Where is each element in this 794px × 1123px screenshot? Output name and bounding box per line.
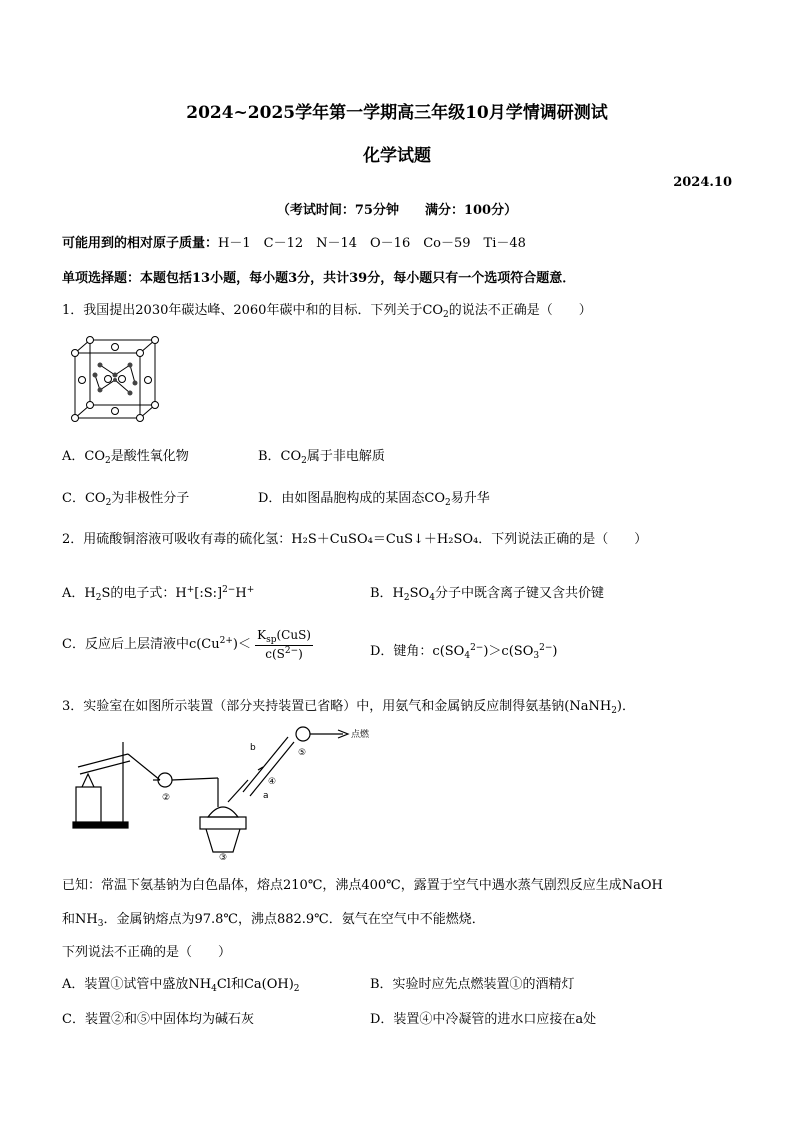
q2-d-text: D．键角：c(SO: [370, 644, 465, 659]
q2-option-d: [370, 640, 557, 661]
q2-stem: 2．用硫酸铜溶液可吸收有毒的硫化氢：H₂S＋CuSO₄＝CuS↓＋H₂SO₄．下列说法正确的是（ ）: [62, 532, 648, 547]
q2-d-sub: 4: [464, 651, 471, 661]
q2-c-fraction: [255, 628, 313, 661]
crystal-cell-diagram: [70, 335, 160, 425]
q2-d-text2: )＞c(SO: [483, 644, 534, 659]
q2-c-text: C．反应后上层清液中c(Cu: [62, 637, 220, 652]
q1-a-text2: 是酸性氧化物: [110, 449, 189, 464]
q2-d-sub2: 3: [533, 651, 540, 661]
q2-a-text: A．H: [62, 586, 96, 601]
page-title: 2024~2025学年第一学期高三年级10月学情调研测试: [186, 103, 608, 123]
q2-a-sub: 2: [95, 593, 102, 603]
q2-b-text3: 分子中既含离子键又含共价键: [434, 586, 604, 601]
q1-d-sub: 2: [445, 498, 451, 508]
q3-a-sub2: 2: [293, 984, 300, 994]
q2-c-num-sub: sp: [266, 635, 277, 645]
label-fire: 点燃: [351, 730, 370, 740]
q3-stem-a: 3．实验室在如图所示装置（部分夹持装置已省略）中，用氨气和金属钠反应制得氨基钠(NaNH: [62, 699, 612, 714]
q2-a-h: H: [235, 586, 247, 601]
q2-a-lewis: [:S:]: [194, 586, 223, 601]
section-intro: 单项选择题：本题包括13小题，每小题3分，共计39分，每小题只有一个选项符合题意．: [62, 271, 576, 286]
q1-a-sub: 2: [105, 456, 111, 466]
atomic-mass-values: H－1 C－12 N－14 O－16 Co－59 Ti－48: [218, 236, 526, 251]
q2-b-text2: SO: [409, 586, 430, 601]
q1-b-sub: 2: [301, 456, 307, 466]
apparatus-diagram: [68, 722, 378, 862]
q3-known-2b: ．金属钠熔点为97.8℃，沸点882.9℃．氨气在空气中不能燃烧．: [103, 912, 485, 927]
q1-c-text2: 为非极性分子: [111, 491, 190, 506]
q1-option-a: [62, 445, 189, 466]
label-3: ③: [219, 853, 228, 862]
q1-d-text: D．由如图晶胞构成的某固态CO: [258, 491, 446, 506]
q1-option-c: [62, 487, 189, 508]
q2-option-a: A．$H_2S$的电子式：H+[:S:]$^{2-}$H+: [62, 585, 255, 603]
q2-b-sub2: 4: [429, 593, 435, 603]
q3-known-2a: 和NH: [62, 912, 98, 927]
exam-info: （考试时间：75分钟 满分：100分）: [276, 203, 518, 218]
q2-c-num-b: (CuS): [276, 628, 311, 642]
label-a: a: [263, 791, 269, 801]
atomic-mass-line: [62, 232, 526, 251]
q3-a-text2: Cl和Ca(OH): [216, 977, 294, 992]
label-b: b: [250, 743, 256, 753]
q1-stem-b: 的说法不正确是（ ）: [448, 303, 592, 318]
q2-c-sup: 2+: [219, 636, 233, 646]
atomic-mass-label: 可能用到的相对原子质量：: [62, 236, 219, 251]
q1-c-sub: 2: [105, 498, 112, 508]
q2-c-den-b: ): [298, 647, 303, 661]
q2-c-num: K: [257, 628, 267, 642]
q3-option-b: B．实验时应先点燃装置①的酒精灯: [370, 977, 575, 992]
q2-c-text2: )＜: [232, 637, 251, 652]
q1-b-text: B．CO: [258, 449, 302, 464]
q2-a-charge: 2−: [222, 585, 236, 595]
label-5: ⑤: [298, 748, 307, 758]
q2-c-den: c(S: [265, 647, 285, 661]
q1-stem-sub: 2: [443, 310, 449, 320]
page-subtitle: 化学试题: [363, 146, 431, 166]
q1-c-text: C．CO: [62, 491, 106, 506]
label-2: ②: [162, 793, 171, 803]
q1-stem-a: 1．我国提出2030年碳达峰、2060年碳中和的目标．下列关于CO: [62, 303, 444, 318]
q3-a-sub: 4: [211, 984, 217, 994]
q2-d-sup: 2−: [470, 643, 484, 653]
exam-date: 2024.10: [673, 175, 732, 190]
q2-b-text: B．H: [370, 586, 404, 601]
q1-a-text: A．CO: [62, 449, 105, 464]
q2-option-c: [62, 628, 313, 661]
q3-known-2-sub: 3: [97, 919, 104, 929]
q2-option-b: [370, 582, 604, 603]
q1-option-d: [258, 487, 490, 508]
q1-option-b: [258, 445, 385, 466]
q1-b-text2: 属于非电解质: [306, 449, 385, 464]
q2-a-text2: S的电子式：H: [101, 586, 187, 601]
q2-d-sup2: 2−: [539, 643, 553, 653]
q3-known-2: [62, 908, 485, 929]
q2-c-den-sup: 2−: [284, 646, 299, 656]
q2-b-sub: 2: [403, 593, 410, 603]
q3-stem: [62, 695, 635, 716]
q1-d-text2: 易升华: [450, 491, 490, 506]
q1-stem: [62, 299, 592, 320]
label-4: ④: [268, 777, 277, 787]
q3-stem-b: )．: [616, 699, 635, 714]
q3-option-d: D．装置④中冷凝管的进水口应接在a处: [370, 1012, 597, 1027]
q3-option-a: [62, 973, 300, 994]
q3-known-1: 已知：常温下氨基钠为白色晶体，熔点210℃，沸点400℃，露置于空气中遇水蒸气剧烈反应生成NaOH: [62, 878, 663, 893]
q3-option-c: C．装置②和⑤中固体均为碱石灰: [62, 1012, 254, 1027]
q3-ask: 下列说法不正确的是（ ）: [62, 945, 232, 960]
q2-d-text3: ): [552, 644, 558, 659]
q3-a-text: A．装置①试管中盛放NH: [62, 977, 212, 992]
q3-stem-sub: 2: [611, 706, 617, 716]
